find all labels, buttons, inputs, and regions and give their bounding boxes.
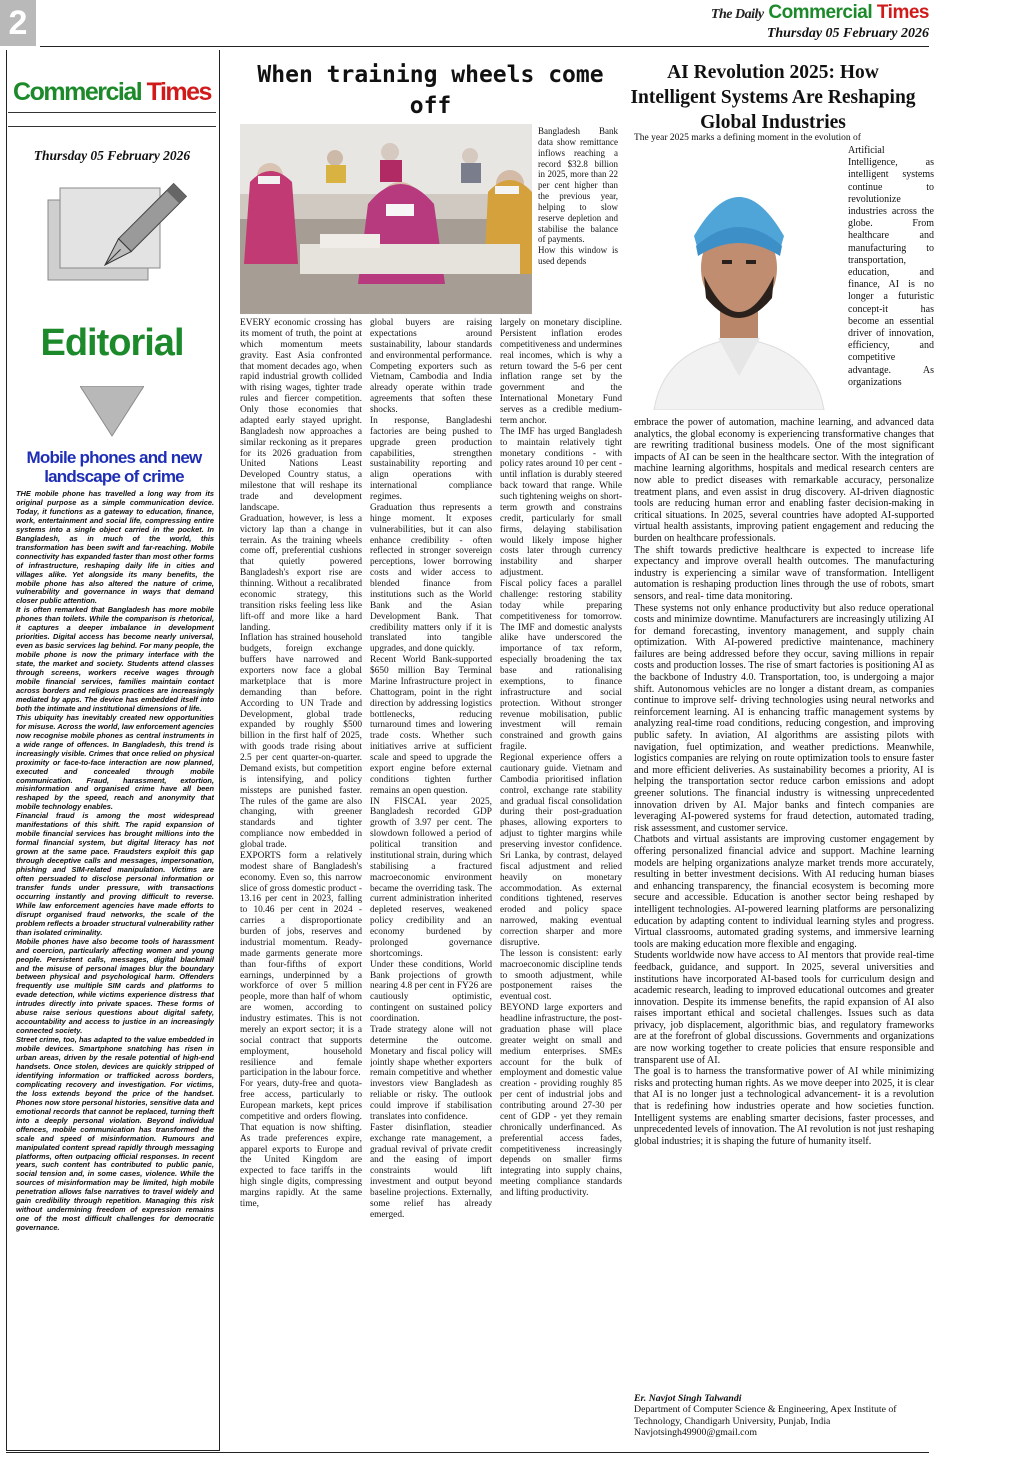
article1-column-3	[500, 318, 622, 1446]
article1-paragraph: Trade strategy alone will not determine the outcome. Monetary and fiscal policy will jointly shape whether exporters remain competitive and whether investors view Bangladesh as reliable or risky. The outlook could improve if stabilisation translates into confidence.	[370, 1024, 492, 1122]
article2-paragraph: Students worldwide now have access to AI mentors that provide real-time feedback, guidance, and support. In 2025, several universities and institutions have incorporated AI-based tools for curriculum design and academic research, leading to improved educational outcomes and greater innovation. Despite its immense benefits, the rapid expansion of AI also raises important ethical and societal challenges. Issues such as data privacy, job displacement, algorithmic bias, and regulatory frameworks are at the forefront of global discussions. Governments and organizations are now working together to create policies that ensure responsible and transparent use of AI.	[634, 950, 934, 1066]
article1-paragraph: Regional experience offers a cautionary guide. Vietnam and Cambodia prioritised inflation control, exchange rate stability and gradual fiscal consolidation during their post-graduation phases, allowing exporters to adjust to tighter margins while preserving investor confidence. Sri Lanka, by contrast, delayed fiscal adjustment and relied heavily on monetary accommodation. As external conditions tightened, reserves eroded and policy space narrowed, making eventual correction sharper and more disruptive.	[500, 753, 622, 948]
sidebar-paragraph: Financial fraud is among the most widespread manifestations of this shift. The rapid expansion of mobile financial services has brought millions into the formal financial system, but digital literacy has not grown at the same pace. Fraudsters exploit this gap through deceptive calls and messages, impersonation, phishing and SIM-related manipulation. Victims are often persuaded to disclose personal information or transfer funds under pressure, with transactions occurring instantly and proving difficult to reverse. While law enforcement agencies have made efforts to disrupt organised fraud networks, the scale of the problem reflects a broader structural vulnerability rather than isolated criminality.	[16, 811, 214, 937]
author-affiliation: Department of Computer Science & Engineering, Apex Institute of Technology, Chandigarh University, Punjab, India	[634, 1404, 897, 1427]
article1-title: When training wheels come off	[257, 62, 604, 119]
article1-paragraph: Under these conditions, World Bank projections of growth nearing 4.8 per cent in FY26 are cautiously optimistic, contingent on sustained policy coordination.	[370, 959, 492, 1024]
article2-author-block	[634, 1393, 934, 1439]
sidebar-paragraph: Mobile phones have also become tools of harassment and coercion, particularly affecting women and young people. Persistent calls, messages, digital blackmail and the misuse of personal images blur the boundary between physical and psychological harm. Offenders frequently use multiple SIM cards and platforms to evade detection, while victims experience distress that intrudes directly into private spaces. These forms of abuse raise serious questions about digital safety, accountability and access to justice in an increasingly connected society.	[16, 936, 214, 1036]
sidebar-brand-word1: Commercial	[13, 78, 142, 106]
article1-column-1	[240, 318, 362, 1446]
article1-paragraph: BEYOND large exporters and headline infrastructure, the post-graduation phase will place greater weight on small and medium enterprises. SMEs account for the bulk of employment and domestic value creation - providing roughly 85 per cent of industrial jobs and contributing around 27-30 per cent of GDP - yet they remain chronically underfinanced. As preferential access fades, competitiveness increasingly depends on smaller firms integrating into supply chains, meeting compliance standards and lifting productivity.	[500, 1003, 622, 1198]
article1-intro-paragraph: Bangladesh Bank data show remittance inflows reaching a record $32.8 billion in 2025, more than 22 per cent higher than the previous year, helping to slow reserve depletion and stabilise the balance of payments.	[538, 126, 618, 245]
masthead	[711, 2, 929, 24]
article1-paragraph: Inflation has strained household budgets, foreign exchange buffers have narrowed and exporters now face a global marketplace that is more demanding than before. According to UN Trade and Development, global trade expanded by roughly $500 billion in the first half of 2025, with goods trade rising about 2.5 per cent quarter-on-quarter. Demand exists, but competition is intensifying, and policy missteps are punished faster. The rules of the game are also changing, with greener standards and tighter compliance now embedded in global trade.	[240, 633, 362, 850]
article1-paragraph: The lesson is consistent: early macroeconomic discipline tends to smooth adjustment, while postponement raises the eventual cost.	[500, 948, 622, 1003]
sidebar-body	[16, 490, 214, 1450]
article2-body	[634, 417, 934, 1147]
article1-paragraph: Fiscal policy faces a parallel challenge: restoring stability today while preparing competitiveness for tomorrow. The IMF and domestic analysts alike have underscored the importance of tax reform, especially broadening the tax base and rationalising exemptions, to finance infrastructure and social protection. Without stronger revenue mobilisation, public investment will remain constrained and growth gains fragile.	[500, 579, 622, 753]
article1-paragraph: EXPORTS form a relatively modest share of Bangladesh's economy. Even so, this narrow slice of gross domestic product - 13.16 per cent in 2023, falling to 10.46 per cent in 2024 - carries a disproportionate burden of jobs, reserves and industrial momentum. Ready-made garments generate more than four-fifths of export earnings, underpinned by a workforce of over 5 million people, more than half of whom are women, according to industry estimates. This is not merely an export sector; it is a social contract that supports employment, household resilience and female participation in the labour force.	[240, 850, 362, 1079]
sidebar-rule	[8, 112, 216, 113]
author-name: Er. Navjot Singh Talwandi	[634, 1393, 742, 1404]
article2-side-text	[848, 145, 934, 389]
article2-paragraph: The goal is to harness the transformative power of AI while minimizing risks and protecting human rights. As we move deeper into 2025, it is clear that AI is no longer just a technological advancement- it is a revolution that is redefining how industries operate and how societies function. Intelligent systems are enabling smarter decisions, faster processes, and unprecedented levels of innovation. The AI revolution is not just reshaping global industries; it is shaping the future of humanity itself.	[634, 1066, 934, 1147]
section-label: Editorial	[40, 322, 184, 364]
article1-paragraph: Recent World Bank-supported $650 million Bay Terminal Marine Infrastructure project in Chattogram, point in the right direction by addressing logistics bottlenecks, reducing turnaround times and lowering trade costs. Whether such initiatives arrive at sufficient scale and speed to upgrade the export engine before external conditions tighten further remains an open question.	[370, 655, 492, 796]
article1-paragraph: For years, duty-free and quota-free access, particularly to European markets, kept prices competitive and orders flowing. That equation is now shifting. As trade preferences expire, apparel exports to Europe and the United Kingdom are expected to face tariffs in the high single digits, compressing margins rapidly. At the same time,	[240, 1079, 362, 1209]
article2-lead: The year 2025 marks a defining moment in the evolution of	[634, 133, 861, 143]
article1-paragraph: IN FISCAL year 2025, Bangladesh recorded GDP growth of 3.97 per cent. The slowdown followed a period of political transition and institutional strain, during which stabilising a fractured macroeconomic environment became the overriding task. The current administration inherited depleted reserves, weakened policy credibility and an economy burdened by prolonged governance shortcomings.	[370, 796, 492, 959]
article2-paragraph: The shift towards predictive healthcare is expected to increase life expectancy and improve overall health outcomes. The manufacturing industry is experiencing a similar wave of transformation. Intelligent automation is reshaping production lines through the use of robots, smart sensors, and real- time data monitoring.	[634, 544, 934, 602]
article2-side-paragraph: Artificial Intelligence, as intelligent systems continue to revolutionize industries across the globe. From healthcare and manufacturing to transportation, education, and finance, AI is no longer a futuristic concept-it has become an essential driver of innovation, efficiency, and competitive advantage. As organizations	[848, 145, 934, 388]
sidebar-paragraph: It is often remarked that Bangladesh has more mobile phones than toilets. While the comparison is rhetorical, it captures a deeper imbalance in development priorities. Digital access has become nearly universal, even as basic services lag behind. For many people, the mobile phone is now the primary interface with the state, the market and society. Students attend classes through screens, workers receive wages through mobile financial services, families maintain contact across borders and religious practices are increasingly mediated by apps. The device has embedded itself into both the intimate and institutional dimensions of life.	[16, 605, 214, 713]
sidebar-brand	[8, 78, 216, 107]
author-email: Navjotsingh49900@gmail.com	[634, 1427, 758, 1439]
sidebar-brand-word2: Times	[146, 78, 211, 106]
article1-paragraph: Graduation thus represents a hinge moment. It exposes vulnerabilities, but it can also enhance credibility - often reflected in stronger sovereign perceptions, lower borrowing costs and wider access to blended finance from institutions such as the World Bank and the Asian Development Bank. That credibility matters only if it is translated into tangible upgrades, and done quickly.	[370, 502, 492, 655]
sidebar-paragraph: Street crime, too, has adapted to the value embedded in mobile devices. Smartphone snatching has risen in urban areas, driven by the resale potential of high-end handsets. Once stolen, devices are quickly stripped of identifying information or trafficked across borders, complicating recovery and investigation. For victims, the loss extends beyond the price of the handset. Phones now store personal histories, sensitive data and emotional records that cannot be replaced, turning theft into a deeply personal violation. Beyond individual offences, mobile communication has transformed the scale and speed of misinformation. Rumours and manipulated content spread rapidly through messaging platforms, often outpacing official responses. In recent years, such content has contributed to public panic, social tension and, in some cases, violence. While the sources of misinformation may be limited, high mobile penetration allows false narratives to travel widely and gain credibility through repetition. Managing this risk without undermining freedom of expression remains one of the most difficult challenges for democratic governance.	[16, 1035, 214, 1233]
article2-paragraph: Chatbots and virtual assistants are improving customer engagement by offering personalized financial advice and support. Machine learning models are helping organizations analyze market trends more accurately, resulting in better investment decisions. With AI reducing human biases and enhancing transparency, the financial ecosystem is becoming more secure and accessible. Education is another sector being reshaped by intelligent technologies. AI-powered learning platforms are personalizing education by adapting content to individual learning styles and progress. Virtual classrooms, automated grading systems, and immersive learning tools are making education more flexible and engaging.	[634, 834, 934, 950]
masthead-prefix: The Daily	[710, 7, 764, 22]
sidebar-rule	[8, 126, 216, 127]
article1-intro	[538, 126, 618, 267]
header-rule	[40, 46, 929, 47]
masthead-word1: Commercial	[768, 2, 873, 23]
sidebar-headline: Mobile phones and new landscape of crime	[26, 448, 202, 486]
author-portrait-photo	[634, 148, 844, 410]
article2-paragraph: embrace the power of automation, machine learning, and advanced data analytics, the global economy is experiencing transformative changes that are rewriting traditional business models. One of the most significant impacts of AI can be seen in the healthcare sector. With the integration of machine learning algorithms, hospitals and medical research centers are now able to predict diseases with remarkable accuracy, personalize treatment plans, and even assist in drug discovery. AI-driven diagnostic tools are reducing human error and enabling faster decision-making in critical situations. In 2025, several countries have adopted AI-supported virtual health assistants, improving patient engagement and reducing the burden on healthcare professionals.	[634, 417, 934, 544]
down-arrow-icon	[80, 386, 144, 440]
article1-intro-paragraph: How this window is used depends	[538, 245, 618, 267]
article1-paragraph: largely on monetary discipline. Persistent inflation erodes competitiveness and undermines real incomes, which is why a return toward the 5-6 per cent inflation range set by the government and the International Monetary Fund serves as a credible medium-term anchor.	[500, 318, 622, 426]
sidebar-date: Thursday 05 February 2026	[33, 148, 191, 163]
masthead-word2: Times	[876, 2, 929, 23]
header-date: Thursday 05 February 2026	[766, 26, 929, 41]
fountain-pen-icon	[30, 178, 200, 318]
article2-paragraph: These systems not only enhance productivity but also reduce operational costs and minimize downtime. Manufacturers are increasingly utilizing AI for demand forecasting, inventory management, and supply chain optimization. With AI-powered predictive maintenance, machinery failures are being addressed before they occur, saving millions in repair costs and production losses. The rise of smart factories is positioning AI as the backbone of Industry 4.0. Transportation, too, is undergoing a major shift. Autonomous vehicles are no longer a distant dream, as companies continue to improve self- driving technologies using neural networks and reinforcement learning. AI is enhancing traffic management systems by analyzing real-time road conditions, reducing congestion, and improving public safety. In aviation, AI algorithms are assisting pilots with navigation, fuel optimization, and weather predictions. Meanwhile, logistics companies are relying on route optimization tools to ensure faster and more efficient deliveries. As sustainability becomes a priority, AI is helping the transportation sector reduce carbon emissions and adopt greener solutions. The financial industry is witnessing unprecedented innovation driven by AI. Major banks and fintech companies are leveraging AI-powered systems for fraud detection, automated trading, risk assessment, and customer service.	[634, 602, 934, 834]
sidebar-paragraph: THE mobile phone has travelled a long way from its original purpose as a simple communication device. Today, it functions as a gateway to education, finance, work, entertainment and social life, compressing entire systems into a single object carried in the pocket. In Bangladesh, as in much of the world, this transformation has been swift and far-reaching. Mobile connectivity has expanded faster than most other forms of infrastructure, reshaping daily life in cities and villages alike. Yet alongside its many benefits, the mobile phone has also altered the nature of crime, vulnerability and governance in ways that demand closer public attention.	[16, 490, 214, 606]
article1-paragraph: Faster disinflation, steadier exchange rate management, a gradual revival of private credit and the easing of import constraints would lift investment and output beyond baseline projections. Externally, some relief has already emerged.	[370, 1122, 492, 1220]
sidebar-paragraph: This ubiquity has inevitably created new opportunities for misuse. Across the world, law enforcement agencies now recognise mobile phones as central instruments in a wide range of offences. In Bangladesh, this trend is increasingly visible. Crimes that once relied on physical proximity or face-to-face interaction are now planned, executed and concealed through mobile communication. Fraud, harassment, extortion, misinformation and organised crime have all been reshaped by the speed, reach and anonymity that mobile technology enables.	[16, 712, 214, 812]
article1-paragraph: global buyers are raising expectations around sustainability, labour standards and environmental performance. Competing exporters such as Vietnam, Cambodia and India already operate within trade agreements that soften these shocks.	[370, 318, 492, 415]
article1-column-2	[370, 318, 492, 1446]
article1-paragraph: The IMF has urged Bangladesh to maintain relatively tight monetary conditions - with policy rates around 10 per cent - until inflation is durably steered back toward that range. While such tightening weighs on short-term growth and constrains credit, particularly for small firms, delaying stabilisation would likely impose higher costs later through currency instability and sharper adjustment.	[500, 426, 622, 579]
article1-paragraph: EVERY economic crossing has its moment of truth, the point at which momentum meets gravity. East Asia confronted that moment decades ago, when rapid industrial growth collided with rising wages, tighter trade rules and fiercer competition. Only those economies that adapted early stayed upright. Bangladesh now approaches a similar reckoning as it prepares for its 2026 graduation from United Nations Least Developed Country status, a milestone that will reshape its trade and development landscape.	[240, 318, 362, 513]
page-number: 2	[0, 0, 36, 46]
article1-paragraph: In response, Bangladeshi factories are being pushed to upgrade green production capabilities, strengthen sustainability reporting and align operations with international compliance regimes.	[370, 415, 492, 502]
article1-paragraph: Graduation, however, is less a victory lap than a change in terrain. As the training wheels come off, preferential cushions that quietly powered Bangladesh's export rise are thinning. Without a recalibrated economic strategy, this transition risks feeling less like lift-off and more like a hard landing.	[240, 513, 362, 633]
footer-rule	[6, 1452, 929, 1453]
article2-title: AI Revolution 2025: How Intelligent Systems Are Reshaping Global Industries	[630, 62, 916, 133]
garment-factory-photo	[240, 124, 532, 314]
